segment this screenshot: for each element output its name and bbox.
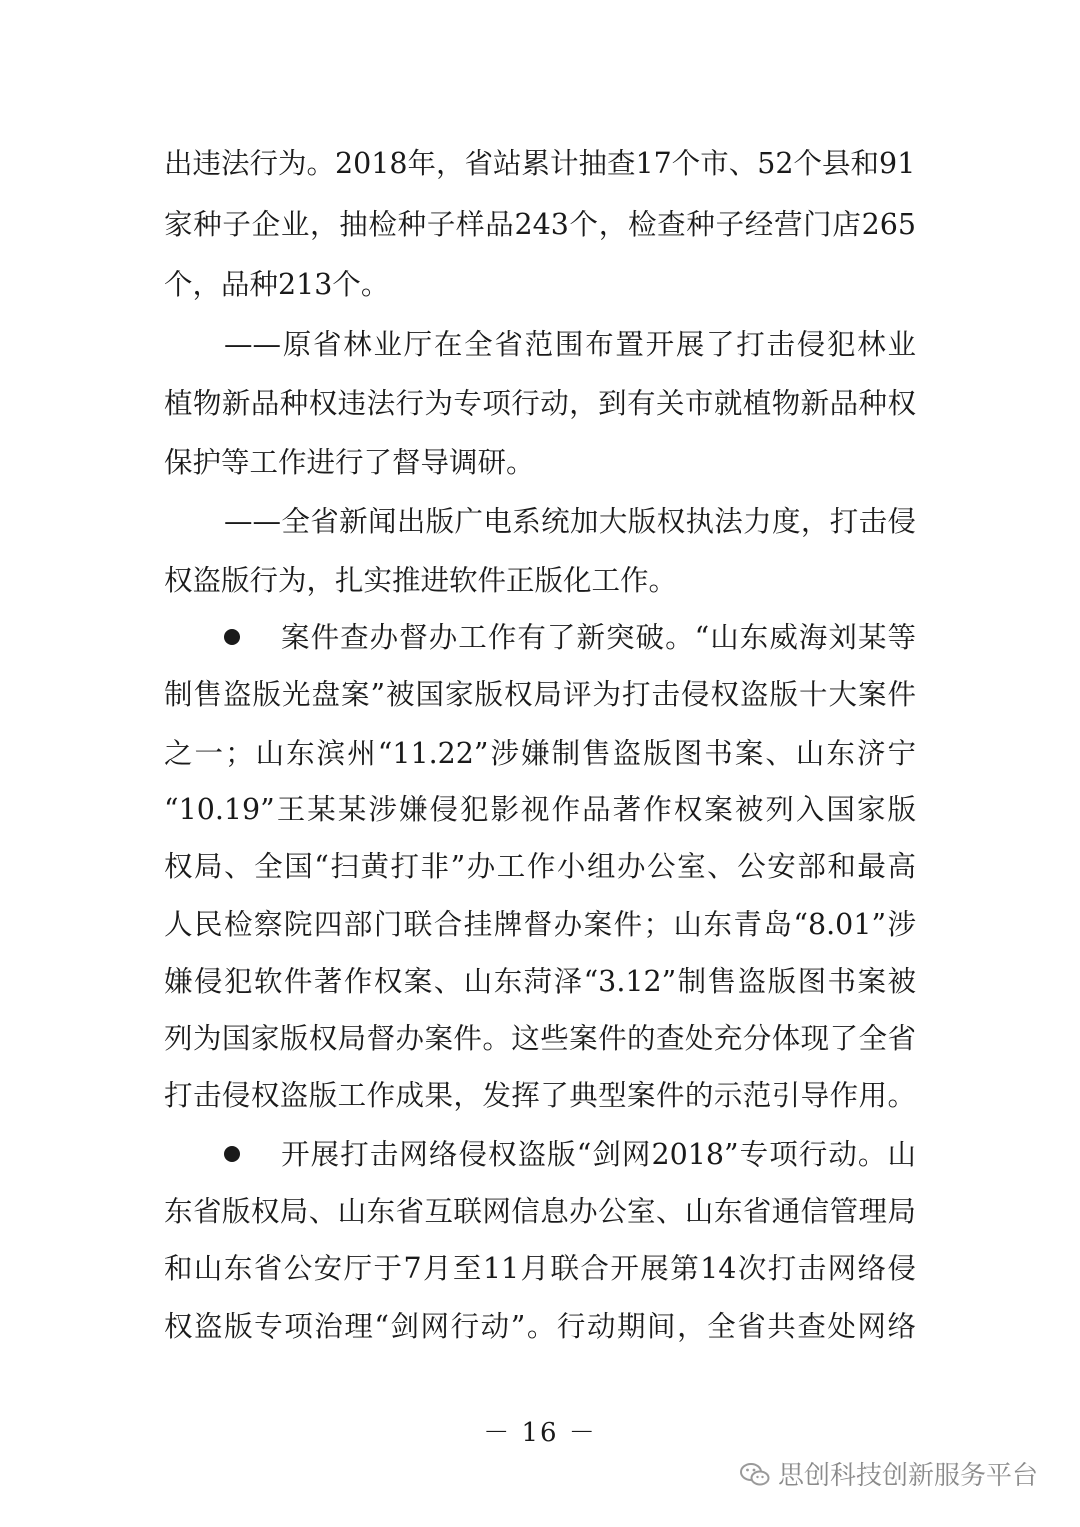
text-line-13: 权局、全国“扫黄打非”办工作小组办公室、公安部和最高 [164,850,916,883]
text-line-11: 之一；山东滨州“11.22”涉嫌制售盗版图书案、山东济宁 [164,737,916,770]
text-line-20: 和山东省公安厅于7月至11月联合开展第14次打击网络侵 [164,1252,916,1285]
text-line-1: 出违法行为。2018年，省站累计抽查17个市、52个县和91 [164,147,916,180]
bullet-paragraph-2-line [224,1132,916,1178]
bullet-icon [224,629,240,645]
text-line-15: 嫌侵犯软件著作权案、山东菏泽“3.12”制售盗版图书案被 [164,965,916,998]
bullet-icon [224,1146,240,1162]
text-line-5: 植物新品种权违法行为专项行动，到有关市就植物新品种权 [164,387,916,420]
text-line-2: 家种子企业，抽检种子样品243个，检查种子经营门店265 [164,208,916,241]
text-line-16: 列为国家版权局督办案件。这些案件的查处充分体现了全省 [164,1022,916,1055]
text-line-21: 权盗版专项治理“剑网行动”。行动期间，全省共查处网络 [164,1310,916,1343]
watermark [740,1456,1038,1496]
text-line-3: 个，品种213个。 [164,268,390,301]
text-line-10: 制售盗版光盘案”被国家版权局评为打击侵权盗版十大案件 [164,678,916,711]
watermark-text: 思创科技创新服务平台 [778,1461,1039,1491]
text-line-18: 开展打击网络侵权盗版“剑网2018”专项行动。山 [280,1138,916,1171]
text-line-4: ——原省林业厅在全省范围布置开展了打击侵犯林业 [224,328,916,361]
wechat-icon [740,1462,770,1488]
text-line-7: ——全省新闻出版广电系统加大版权执法力度，打击侵 [224,505,916,538]
text-line-17: 打击侵权盗版工作成果，发挥了典型案件的示范引导作用。 [164,1079,916,1112]
text-line-14: 人民检察院四部门联合挂牌督办案件；山东青岛“8.01”涉 [164,908,916,941]
text-line-19: 东省版权局、山东省互联网信息办公室、山东省通信管理局 [164,1195,916,1228]
text-line-9: 案件查办督办工作有了新突破。“山东威海刘某等 [280,621,916,654]
page-number: － 16 － [483,1418,597,1448]
text-line-6: 保护等工作进行了督导调研。 [164,446,535,479]
bullet-paragraph-1-line [224,615,916,661]
text-line-12: “10.19”王某某涉嫌侵犯影视作品著作权案被列入国家版 [164,793,916,826]
text-line-8: 权盗版行为，扎实推进软件正版化工作。 [164,564,678,597]
